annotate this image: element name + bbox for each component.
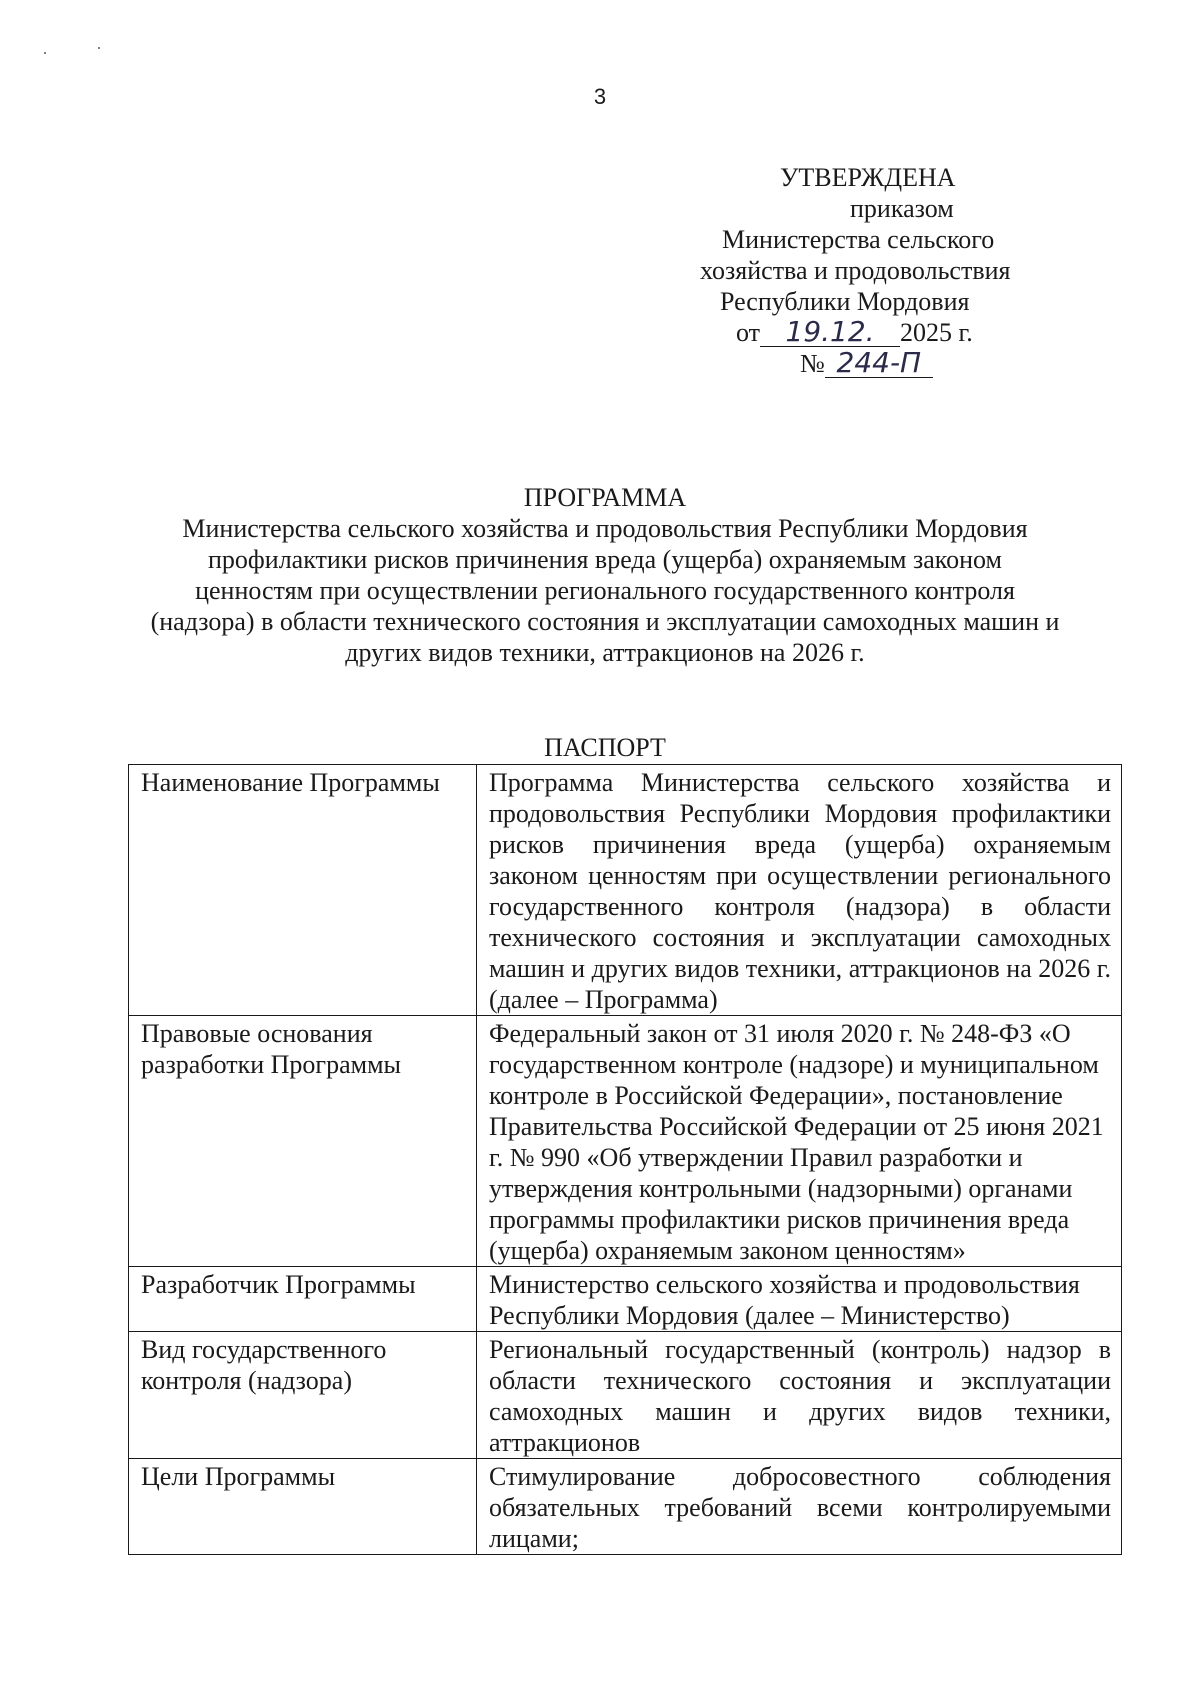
program-title-line: ценностям при осуществлении регионального государственного контроля [195, 576, 1015, 605]
number-prefix: № [800, 349, 825, 378]
scan-artifact [44, 52, 46, 54]
program-title-line: Министерства сельского хозяйства и продовольствия Республики Мордовия [182, 514, 1028, 543]
program-heading: ПРОГРАММА [523, 483, 687, 512]
table-row [129, 1332, 1122, 1459]
row-label: Разработчик Программы [129, 1267, 477, 1332]
approval-order-text: приказом [850, 194, 954, 223]
approval-date-line [700, 317, 1120, 348]
approval-ministry-line: хозяйства и продовольствия [700, 256, 1011, 285]
passport-table [128, 764, 1122, 1555]
approval-block [700, 162, 1120, 379]
row-label: Правовые основания разработки Программы [129, 1016, 477, 1267]
scan-artifact [98, 47, 100, 49]
row-content: Региональный государственный (контроль) надзор в области технического состояния и эксплуатации самоходных машин и других видов техники, аттракционов [477, 1332, 1122, 1459]
program-title [120, 482, 1090, 668]
program-title-line: профилактики рисков причинения вреда (ущерба) охраняемым законом [208, 545, 1002, 574]
approval-number-line [700, 348, 1120, 379]
table-row [129, 1267, 1122, 1332]
date-suffix: 2025 г. [900, 318, 973, 347]
row-label: Наименование Программы [129, 765, 477, 1016]
table-row [129, 1459, 1122, 1555]
table-row [129, 1016, 1122, 1267]
row-content: Стимулирование добросовестного соблюдения обязательных требований всеми контролируемыми лицами; [477, 1459, 1122, 1555]
handwritten-number: 244-П [825, 349, 933, 378]
row-content: Федеральный закон от 31 июля 2020 г. № 248-ФЗ «О государственном контроле (надзоре) и муниципальном контроле в Российской Федерации», постановление Правительства Российской Федерации от 25 июня 2021 г. № 990 «Об утверждении Правил разработки и утверждения контрольными (надзорными) органами программы профилактики рисков причинения вреда (ущерба) охраняемым законом ценностям» [477, 1016, 1122, 1267]
program-title-line: (надзора) в области технического состояния и эксплуатации самоходных машин и [150, 607, 1060, 636]
handwritten-date: 19.12. [760, 318, 900, 347]
approval-ministry-line: Министерства сельского [722, 225, 995, 254]
table-row [129, 765, 1122, 1016]
approval-heading: УТВЕРЖДЕНА [780, 163, 956, 192]
program-title-line: других видов техники, аттракционов на 2026 г. [345, 638, 865, 667]
row-label: Цели Программы [129, 1459, 477, 1555]
page-number: 3 [593, 84, 607, 109]
row-label: Вид государственного контроля (надзора) [129, 1332, 477, 1459]
passport-heading: ПАСПОРТ [544, 733, 666, 762]
date-prefix: от [736, 318, 761, 347]
row-content: Программа Министерства сельского хозяйства и продовольствия Республики Мордовия профилактики рисков причинения вреда (ущерба) охраняемым законом ценностям при осуществлении регионального государственного контроля (надзора) в области технического состояния и эксплуатации самоходных машин и других видов техники, аттракционов на 2026 г. (далее – Программа) [477, 765, 1122, 1016]
row-content: Министерство сельского хозяйства и продовольствия Республики Мордовия (далее – Министерство) [477, 1267, 1122, 1332]
approval-ministry-line: Республики Мордовия [720, 287, 970, 316]
